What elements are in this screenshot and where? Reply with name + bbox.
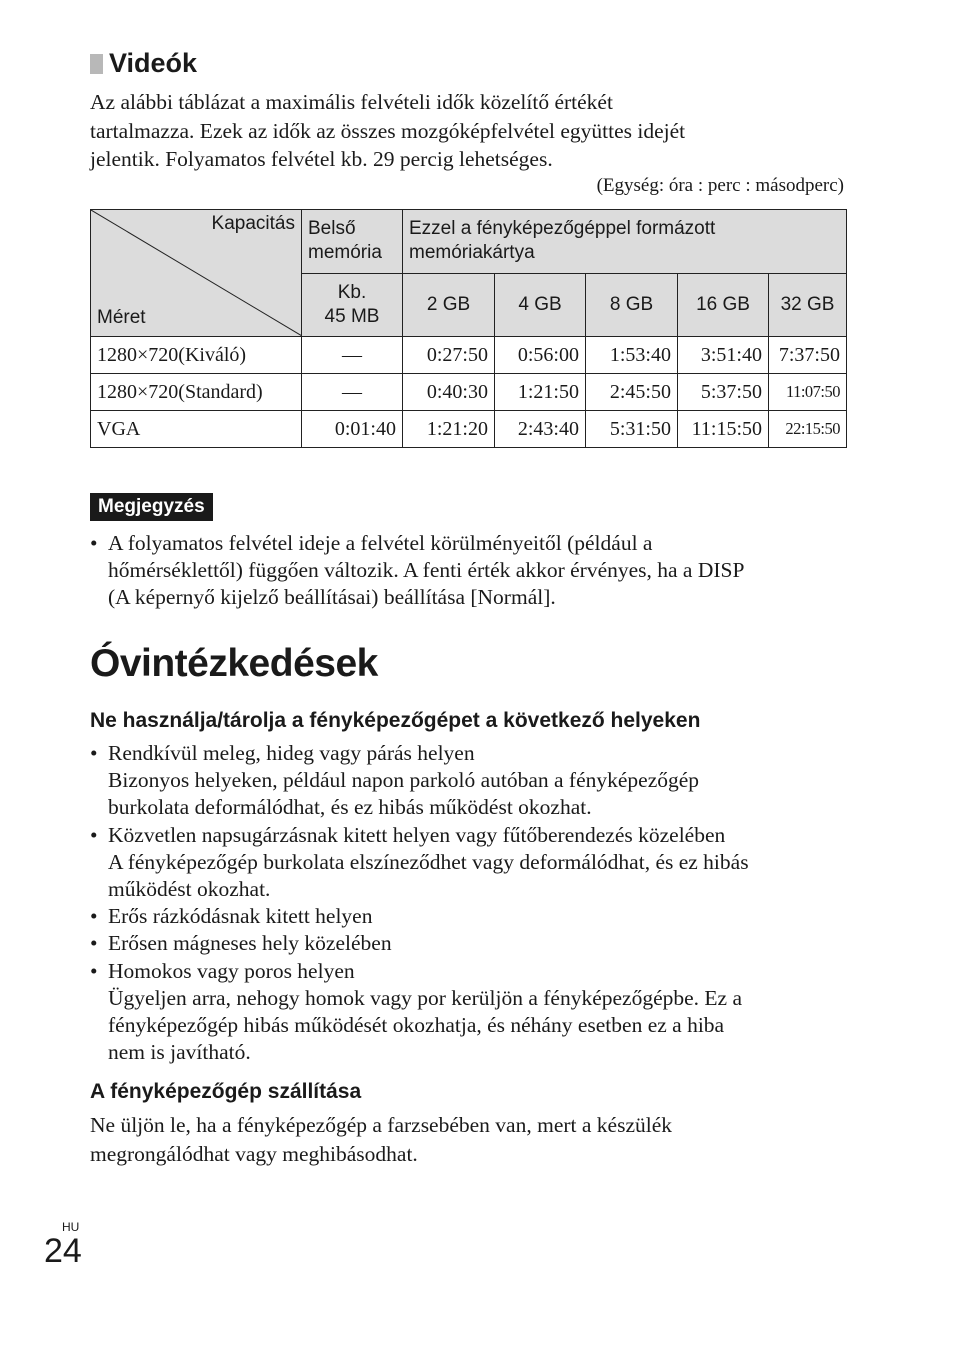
- table-row: [91, 337, 847, 374]
- list-item: [90, 903, 850, 930]
- list-item-line: • Rendkívül meleg, hideg vagy párás helyen: [108, 741, 475, 765]
- transport-line: Ne üljön le, ha a fényképezőgép a farzsebében van, mert a készülék: [90, 1113, 673, 1137]
- table-cell: 11:07:50: [769, 374, 847, 411]
- table-cell: 0:56:00: [495, 337, 586, 374]
- table-cell: 1:21:20: [403, 411, 495, 448]
- capacity-cell: 4 GB: [495, 273, 586, 337]
- card-header-line: Ezzel a fényképezőgéppel formázott: [409, 218, 716, 240]
- table-row: [91, 374, 847, 411]
- row-label: 1280×720(Kiváló): [91, 337, 302, 374]
- table-cell: 5:37:50: [678, 374, 769, 411]
- capacity-cell: 8 GB: [586, 273, 678, 337]
- intro-line: Az alábbi táblázat a maximális felvételi idők közelítő értékét: [90, 90, 613, 114]
- transport-line: megrongálódhat vagy meghibásodhat.: [90, 1141, 418, 1166]
- card-header-line: memóriakártya: [409, 242, 535, 264]
- corner-size-label: Méret: [97, 307, 146, 328]
- unit-note: (Egység: óra : perc : másodperc): [596, 175, 844, 196]
- note-line: • A folyamatos felvétel ideje a felvétel körülményeitől (például a: [108, 531, 653, 555]
- list-item: [90, 740, 850, 822]
- internal-memory-header: [302, 210, 403, 274]
- list-item-line: fényképezőgép hibás működését okozhatja, és néhány esetben ez a hiba: [108, 1013, 725, 1038]
- table-cell: 0:27:50: [403, 337, 495, 374]
- page-number: 24: [44, 1232, 82, 1270]
- section-heading: [90, 48, 197, 79]
- table-header-row: [91, 210, 847, 274]
- list-item-line: nem is javítható.: [108, 1040, 251, 1065]
- row-label: 1280×720(Standard): [91, 374, 302, 411]
- section-heading-text: Videók: [109, 48, 198, 78]
- table-cell: 1:53:40: [586, 337, 678, 374]
- intro-paragraph: [90, 88, 850, 174]
- intro-line: jelentik. Folyamatos felvétel kb. 29 percig lehetséges.: [90, 147, 553, 171]
- row-label: VGA: [91, 411, 302, 448]
- list-item: [90, 930, 850, 957]
- internal-memory-line: Belső: [308, 218, 356, 240]
- capacity-cell: 32 GB: [769, 273, 847, 337]
- list-item-line: • Erős rázkódásnak kitett helyen: [108, 904, 373, 929]
- list-item-line: működést okozhat.: [108, 877, 271, 902]
- precaution-list: [90, 740, 850, 1066]
- list-item-line: Bizonyos helyeken, például napon parkoló autóban a fényképezőgép: [108, 768, 700, 793]
- internal-memory-line: memória: [308, 242, 382, 264]
- list-item: [90, 958, 850, 1067]
- table-cell: 7:37:50: [769, 337, 847, 374]
- list-item-line: burkolata deformálódhat, és ez hibás működést okozhat.: [108, 795, 592, 820]
- table-cell: —: [302, 337, 403, 374]
- table-row: [91, 411, 847, 448]
- list-item-line: • Erősen mágneses hely közelében: [108, 931, 392, 956]
- table-cell: 2:43:40: [495, 411, 586, 448]
- list-item: [90, 530, 850, 612]
- table-cell: 1:21:50: [495, 374, 586, 411]
- page-title: Óvintézkedések: [90, 642, 378, 685]
- card-header: [403, 210, 847, 274]
- table-cell: 2:45:50: [586, 374, 678, 411]
- note-list: [90, 530, 850, 612]
- section-marker: [90, 54, 103, 74]
- table-cell: 0:01:40: [302, 411, 403, 448]
- table-corner-cell: [91, 210, 302, 337]
- list-item-line: • Homokos vagy poros helyen: [108, 958, 355, 983]
- list-item-line: A fényképezőgép burkolata elszíneződhet vagy deformálódhat, és ez hibás: [108, 849, 749, 874]
- corner-capacity-label: Kapacitás: [211, 213, 295, 234]
- intro-line: tartalmazza. Ezek az idők az összes mozgóképfelvétel együttes idejét: [90, 118, 686, 143]
- table-cell: 11:15:50: [678, 411, 769, 448]
- list-item-line: Ügyeljen arra, nehogy homok vagy por kerüljön a fényképezőgépbe. Ez a: [108, 985, 743, 1010]
- internal-capacity-line: Kb.: [337, 281, 367, 303]
- table-cell: 0:40:30: [403, 374, 495, 411]
- capacity-cell: 2 GB: [403, 273, 495, 337]
- note-line: hőmérséklettől) függően változik. A fenti érték akkor érvényes, ha a DISP: [108, 558, 745, 583]
- subheading-storage: Ne használja/tárolja a fényképezőgépet a következő helyeken: [90, 709, 701, 732]
- list-item-line: • Közvetlen napsugárzásnak kitett helyen vagy fűtőberendezés közelében: [108, 822, 726, 847]
- internal-capacity-line: 45 MB: [324, 305, 380, 327]
- internal-capacity-cell: [302, 273, 403, 337]
- table-cell: 22:15:50: [769, 411, 847, 448]
- list-item: [90, 822, 850, 904]
- table-cell: —: [302, 374, 403, 411]
- note-badge: Megjegyzés: [90, 493, 213, 521]
- table-cell: 3:51:40: [678, 337, 769, 374]
- subheading-transport: A fényképezőgép szállítása: [90, 1080, 362, 1103]
- capacity-cell: 16 GB: [678, 273, 769, 337]
- recording-time-table: [90, 209, 847, 448]
- table-cell: 5:31:50: [586, 411, 678, 448]
- note-line: (A képernyő kijelző beállításai) beállítása [Normál].: [108, 585, 556, 610]
- language-code: HU: [62, 1220, 80, 1234]
- transport-paragraph: [90, 1111, 850, 1168]
